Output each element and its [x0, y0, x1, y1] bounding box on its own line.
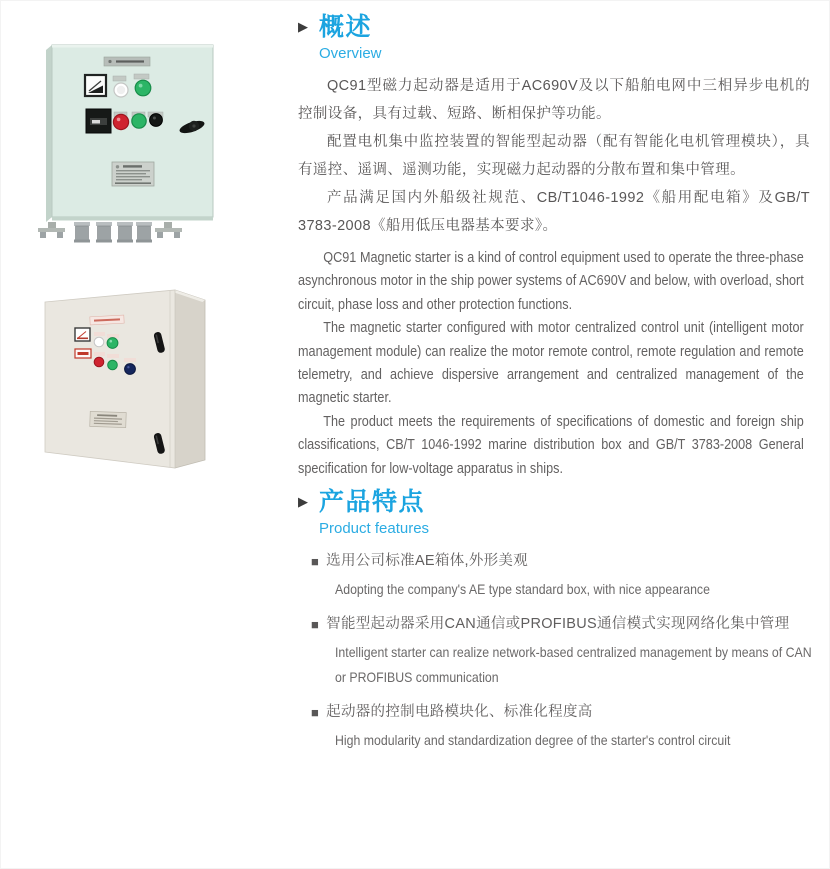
feature-zh-row: [298, 699, 810, 726]
button-label: [134, 74, 149, 79]
circuit-breaker: [86, 109, 111, 133]
bullet-square-icon: ■: [311, 705, 320, 720]
feature-text-en: Adopting the company's AE type standard box, with nice appearance: [335, 581, 710, 597]
product-photo-front-view: [36, 38, 242, 250]
feature-text-zh: 起动器的控制电路模块化、标准化程度高: [326, 704, 593, 720]
indicator-lamp-green: [135, 80, 151, 96]
feature-zh-row: [298, 548, 810, 575]
section-arrow-icon: ▶: [298, 19, 308, 34]
feature-item: [298, 548, 810, 602]
pilot-button-black: [150, 114, 163, 127]
bullet-square-icon: ■: [311, 617, 320, 632]
overview-paragraph-en: QC91 Magnetic starter is a kind of control equipment used to operate the three-phase asynchronous motor in the ship power systems of AC690V and below, with overload, short circuit, phase loss and other protection functions.: [298, 250, 804, 313]
button-label: [94, 332, 105, 336]
control-box-perspective-illustration: [40, 282, 240, 482]
start-button-green: [108, 360, 118, 370]
overview-paragraph-zh: QC91型磁力起动器是适用于AC690V及以下船舶电网中三相异步电机的控制设备，具有过载、短路、断相保护等功能。: [298, 78, 810, 122]
features-title-zh: 产品特点: [319, 488, 426, 516]
button-label: [107, 354, 119, 358]
overview-english-text: [298, 247, 804, 481]
feature-text-en: Intelligent starter can realize network-based centralized management by means of CAN or PROFIBUS communication: [335, 644, 812, 685]
feature-text-en: High modularity and standardization degree of the starter's control circuit: [335, 732, 731, 748]
ammeter: [85, 75, 106, 96]
overview-chinese-text: [298, 72, 810, 240]
feature-zh-row: [298, 611, 810, 638]
button-label: [113, 76, 126, 81]
feature-item: [298, 611, 810, 690]
control-box-front-illustration: [36, 38, 242, 250]
indicator-lamp-white: [94, 337, 104, 347]
feature-item: [298, 699, 810, 753]
overview-paragraph-en: The magnetic starter configured with motor centralized control unit (intelligent motor management module) can realize the motor remote control, remote regulation and remote telemetry, and achieve dispersive arrangement and centralized management of the magnetic starter.: [298, 320, 804, 407]
nameplate: [112, 162, 154, 186]
overview-titles: [319, 12, 382, 62]
overview-title-zh: 概述: [319, 13, 373, 41]
overview-paragraph-zh: 配置电机集中监控装置的智能型起动器（配有智能化电机管理模块），具有遥控、遥调、遥测功能，实现磁力起动器的分散布置和集中管理。: [298, 134, 810, 178]
mounting-bracket: [155, 222, 182, 238]
panel-label-strip: [90, 315, 124, 325]
product-photo-perspective-view: [40, 282, 240, 482]
overview-header: [298, 12, 810, 62]
feature-list: [298, 548, 810, 753]
pilot-button-navy: [125, 364, 136, 375]
cable-glands: [74, 222, 152, 243]
ammeter: [75, 328, 90, 341]
stop-button-red: [94, 357, 104, 367]
section-arrow-icon: ▶: [298, 494, 308, 509]
stop-button-red: [113, 114, 128, 129]
nameplate: [90, 411, 127, 427]
overview-section: [298, 12, 810, 481]
indicator-lamp-white: [114, 83, 128, 97]
indicator-lamp-green: [107, 338, 118, 349]
features-section: [298, 487, 810, 762]
button-label: [124, 358, 136, 362]
start-button-green: [132, 114, 146, 128]
overview-paragraph-en: The product meets the requirements of specifications of domestic and foreign ship classifications, CB/T 1046-1992 marine distribution box and GB/T 3783-2008 General specification for low-voltage apparatus in ships.: [298, 413, 804, 477]
feature-text-zh: 智能型起动器采用CAN通信或PROFIBUS通信模式实现网络化集中管理: [326, 616, 790, 632]
mounting-bracket: [38, 222, 65, 238]
enclosure-body: [45, 290, 205, 468]
bullet-square-icon: ■: [311, 554, 320, 569]
overview-paragraph-zh: 产品满足国内外船级社规范、CB/T1046-1992《船用配电箱》及GB/T 3783-2008《船用低压电器基本要求》。: [298, 190, 810, 234]
features-title-en: Product features: [319, 520, 430, 537]
overview-title-en: Overview: [319, 45, 382, 62]
warning-plate: [75, 349, 91, 358]
features-header: [298, 487, 810, 537]
features-titles: [319, 487, 429, 537]
button-label: [94, 352, 105, 356]
panel-label-strip: [104, 57, 150, 66]
enclosure-body: [46, 45, 213, 222]
feature-text-zh: 选用公司标准AE箱体,外形美观: [326, 553, 529, 569]
